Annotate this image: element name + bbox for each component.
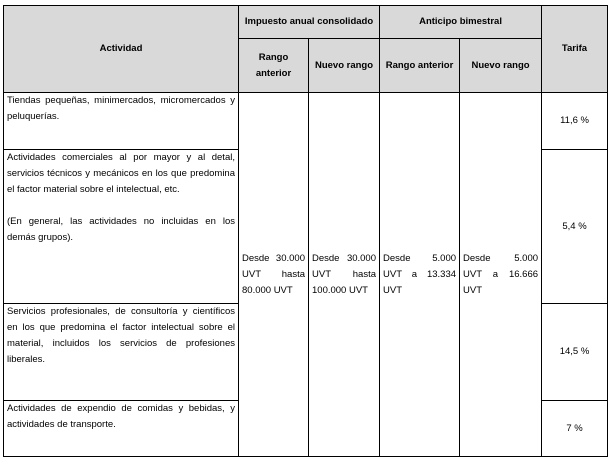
actividad-cell: Actividades de expendio de comidas y bebidas, y actividades de transporte.: [4, 401, 239, 457]
header-rango-anterior: Rango anterior: [239, 39, 309, 93]
header-nuevo-rango: Nuevo rango: [309, 39, 380, 93]
header-actividad: Actividad: [4, 6, 239, 93]
header-anticipo-bimestral: Anticipo bimestral: [380, 6, 542, 39]
table-row: [4, 93, 608, 150]
tarifa-table: [3, 5, 608, 457]
header-impuesto-anual: Impuesto anual consolidado: [239, 6, 380, 39]
header-rango-anterior: Rango anterior: [380, 39, 460, 93]
impuesto-nuevo-rango-cell: Desde 30.000 UVT hasta 100.000 UVT: [309, 93, 380, 457]
anticipo-rango-anterior-cell: Desde 5.000 UVT a 13.334 UVT: [380, 93, 460, 457]
header-tarifa: Tarifa: [542, 6, 608, 93]
actividad-cell: [4, 150, 239, 304]
tarifa-cell: 5,4 %: [542, 150, 608, 304]
tarifa-cell: 14,5 %: [542, 304, 608, 401]
tarifa-cell: 11,6 %: [542, 93, 608, 150]
actividad-cell: Tiendas pequeñas, minimercados, micromercados y peluquerías.: [4, 93, 239, 150]
header-nuevo-rango: Nuevo rango: [460, 39, 542, 93]
anticipo-nuevo-rango-cell: Desde 5.000 UVT a 16.666 UVT: [460, 93, 542, 457]
actividad-text: Actividades comerciales al por mayor y al detal, servicios técnicos y mecánicos en los que predomina el factor material sobre el intelectual, etc.: [7, 152, 235, 195]
actividad-note: (En general, las actividades no incluidas en los demás grupos).: [7, 216, 235, 243]
actividad-cell: Servicios profesionales, de consultoría y científicos en los que predomina el factor intelectual sobre el material, incluidos los servicios de profesiones liberales.: [4, 304, 239, 401]
impuesto-rango-anterior-cell: Desde 30.000 UVT hasta 80.000 UVT: [239, 93, 309, 457]
tarifa-cell: 7 %: [542, 401, 608, 457]
